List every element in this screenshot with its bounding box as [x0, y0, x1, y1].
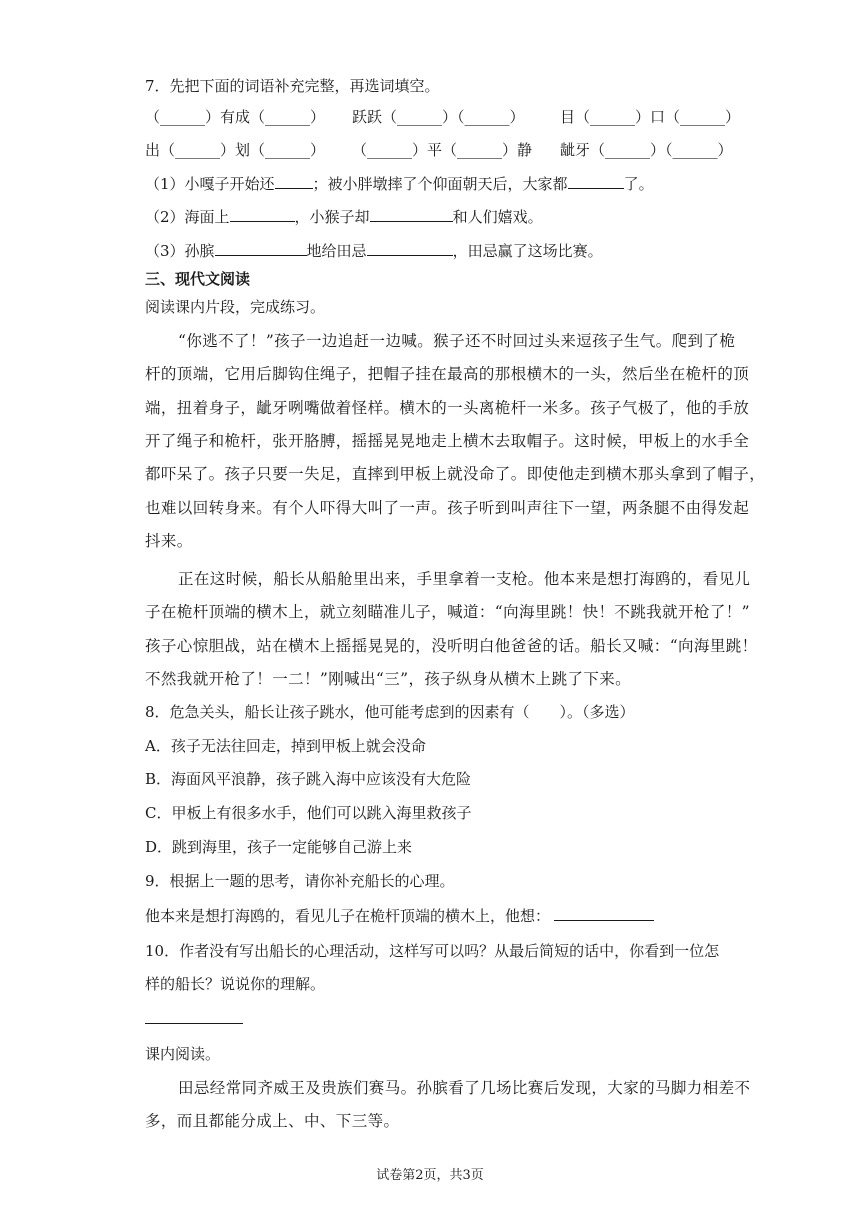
passage-line: 抖来。 [145, 532, 193, 550]
q7-sentence-1 [145, 173, 654, 195]
q7-blank-item: 目（______）口（______） [560, 108, 741, 126]
q10-stem-line-1: 10．作者没有写出船长的心理活动，这样写可以吗？从最后简短的话中，你看到一位怎 [145, 942, 720, 960]
q9-stem: 9．根据上一题的思考，请你补充船长的心理。 [145, 872, 455, 890]
passage-line: 孩子心惊胆战，站在横木上摇摇晃晃的，没听明白他爸爸的话。船长又喊：“向海里跳！ [145, 637, 758, 655]
prompt-text: 他本来是想打海鸥的，看见儿子在桅杆顶端的横木上，他想： [145, 907, 551, 925]
q10-answer-line[interactable] [145, 1023, 243, 1024]
sentence-text: 了。 [623, 175, 654, 193]
sentence-text: ，小猴子却 [294, 208, 370, 226]
reading-instruction: 阅读课内片段，完成练习。 [145, 298, 326, 316]
q9-prompt [145, 905, 654, 927]
answer-blank[interactable] [554, 905, 654, 921]
section-heading: 三、现代文阅读 [145, 270, 251, 288]
sentence-text: （1）小嘎子开始还 [145, 175, 275, 193]
passage-line: 杆的顶端，它用后脚钩住绳子，把帽子挂在最高的那根横木的一头，然后坐在桅杆的顶 [145, 365, 750, 383]
fill-blank[interactable] [568, 173, 624, 189]
passage-line: 正在这时候，船长从船舱里出来，手里拿着一支枪。他本来是想打海鸥的，看见儿 [178, 570, 751, 588]
passage-line: 也难以回转身来。有个人吓得大叫了一声。孩子听到叫声往下一望，两条腿不由得发起 [145, 499, 750, 517]
q8-option-b[interactable]: B．海面风平浪静，孩子跳入海中应该没有大危险 [145, 770, 472, 788]
q8-option-d[interactable]: D．跳到海里，孩子一定能够自己游上来 [145, 838, 413, 856]
passage-line: “你逃不了！”孩子一边追赶一边喊。猴子还不时回过头来逗孩子生气。爬到了桅 [178, 332, 736, 350]
passage-line: 子在桅杆顶端的横木上，就立刻瞄准儿子，喊道：“向海里跳！快！不跳我就开枪了！” [145, 603, 750, 621]
q7-blank-item: 龇牙（______）（______） [560, 141, 733, 159]
page-footer: 试卷第2页，共3页 [376, 1168, 484, 1183]
fill-blank[interactable] [275, 173, 313, 189]
q7-title: 7．先把下面的词语补充完整，再选词填空。 [145, 77, 440, 95]
sentence-text: （3）孙膑 [145, 242, 215, 260]
passage-line: 田忌经常同齐威王及贵族们赛马。孙膑看了几场比赛后发现，大家的马脚力相差不 [178, 1079, 751, 1097]
q7-sentence-2 [145, 206, 543, 228]
q10-stem-line-2: 样的船长？说说你的理解。 [145, 975, 326, 993]
sentence-text: 地给田忌 [306, 242, 367, 260]
passage-line: 都吓呆了。孩子只要一失足，直摔到甲板上就没命了。即使他走到横木那头拿到了帽子， [145, 465, 766, 483]
sentence-text: （2）海面上 [145, 208, 230, 226]
passage-line: 开了绳子和桅杆，张开胳膊，摇摇晃晃地走上横木去取帽子。这时候，甲板上的水手全 [145, 432, 750, 450]
reading-label: 课内阅读。 [145, 1045, 221, 1063]
passage-line: 端，扭着身子，龇牙咧嘴做着怪样。横木的一头离桅杆一米多。孩子气极了，他的手放 [145, 399, 750, 417]
q7-sentence-3 [145, 240, 603, 262]
q7-blank-item: 出（______）划（______） [145, 141, 326, 159]
fill-blank[interactable] [230, 206, 295, 222]
q8-stem: 8．危急关头，船长让孩子跳水，他可能考虑到的因素有（ ）。（多选） [145, 703, 635, 721]
passage-line: 多，而且都能分成上、中、下三等。 [145, 1112, 400, 1130]
passage-line: 不然我就开枪了！一二！”刚喊出“三”，孩子纵身从横木上跳了下来。 [145, 670, 632, 688]
fill-blank[interactable] [215, 240, 307, 256]
fill-blank[interactable] [367, 240, 453, 256]
q7-blank-item: （______）有成（______） [145, 108, 326, 126]
q7-blank-item: 跃跃（______）（______） [352, 108, 525, 126]
fill-blank[interactable] [370, 206, 453, 222]
sentence-text: ，田忌赢了这场比赛。 [452, 242, 603, 260]
sentence-text: 和人们嬉戏。 [452, 208, 543, 226]
q8-option-a[interactable]: A．孩子无法往回走，掉到甲板上就会没命 [145, 737, 426, 755]
sentence-text: ；被小胖墩摔了个仰面朝天后，大家都 [312, 175, 568, 193]
q7-blank-item: （______）平（______）静 [352, 141, 533, 159]
q8-option-c[interactable]: C．甲板上有很多水手，他们可以跳入海里救孩子 [145, 804, 472, 822]
